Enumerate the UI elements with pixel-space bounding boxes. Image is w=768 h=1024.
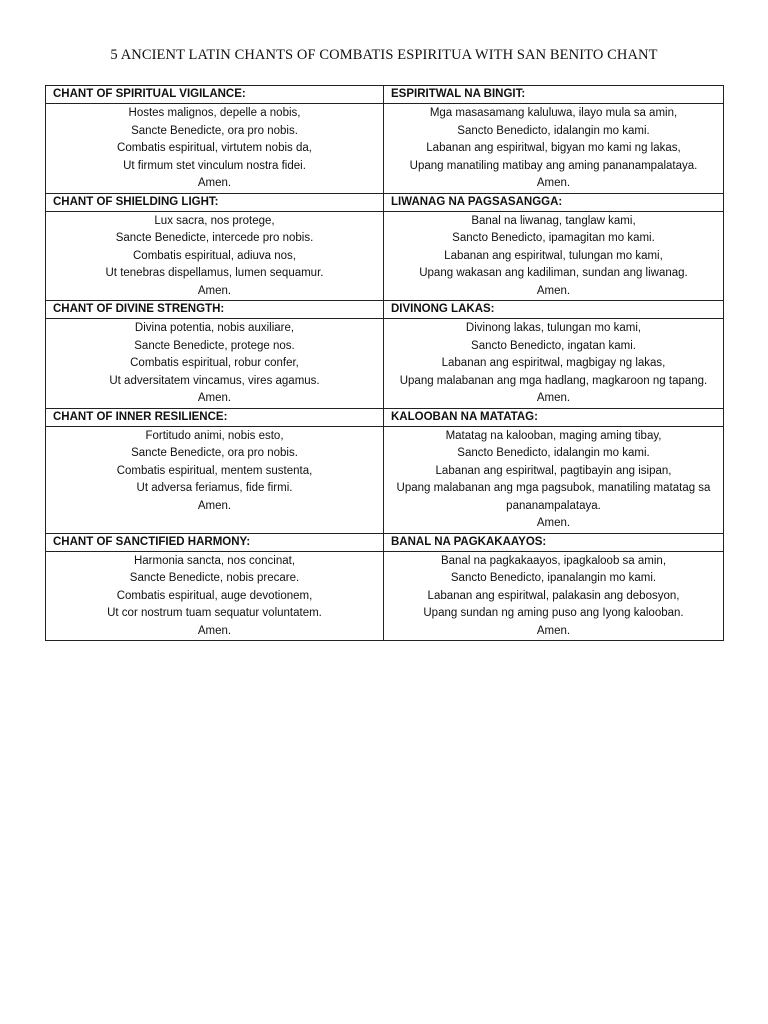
chant-line: Combatis espiritual, adiuva nos, <box>133 249 296 262</box>
chant-line: Lux sacra, nos protege, <box>154 214 275 227</box>
chant-line: Sancte Benedicte, nobis precare. <box>129 572 300 584</box>
chant-line: Sancto Benedicto, ipanalangin mo kami. <box>450 572 657 584</box>
chant-heading-row <box>46 86 724 104</box>
chant-line: Hostes malignos, depelle a nobis, <box>128 107 301 119</box>
chant-line: Ut adversitatem vincamus, vires agamus. <box>109 374 320 387</box>
chant-line: Banal na pagkakaayos, ipagkaloob sa amin, <box>440 554 667 567</box>
tagalog-chant-heading: LIWANAG NA PAGSASANGGA: <box>384 193 724 211</box>
chant-line: Amen. <box>536 177 571 189</box>
chant-line: Labanan ang espiritwal, palakasin ang debosyon, <box>427 589 680 602</box>
latin-chant-text <box>46 211 384 301</box>
chant-body-row <box>46 104 724 194</box>
chant-line: Sancte Benedicte, ora pro nobis. <box>131 447 298 459</box>
chant-line: Fortitudo animi, nobis esto, <box>145 429 284 442</box>
chant-line: Amen. <box>536 284 571 297</box>
latin-chant-text <box>46 426 384 533</box>
chant-line: Sancte Benedicte, ora pro nobis. <box>131 124 298 137</box>
chant-line: Amen. <box>197 177 232 189</box>
chant-line: Amen. <box>536 517 571 529</box>
chant-line: Amen. <box>197 392 232 404</box>
tagalog-chant-heading: ESPIRITWAL NA BINGIT: <box>384 86 724 104</box>
chant-line: Upang wakasan ang kadiliman, sundan ang liwanag. <box>419 267 688 279</box>
chant-line: Sancto Benedicto, idalangin mo kami. <box>457 447 650 459</box>
chant-line: Sancto Benedicto, ipamagitan mo kami. <box>452 232 655 244</box>
chant-line: Combatis espiritual, robur confer, <box>130 357 299 369</box>
chant-body-row <box>46 211 724 301</box>
chant-line: Ut tenebras dispellamus, lumen sequamur. <box>105 267 324 279</box>
chant-line: Harmonia sancta, nos concinat, <box>133 554 296 567</box>
document-title: 5 ANCIENT LATIN CHANTS OF COMBATIS ESPIRITUA WITH SAN BENITO CHANT <box>110 47 658 63</box>
chant-line: Matatag na kalooban, maging aming tibay, <box>445 429 662 442</box>
chant-line: Amen. <box>197 284 232 297</box>
chant-line: Amen. <box>536 624 571 637</box>
chant-line: Amen. <box>197 499 232 512</box>
chant-body-row <box>46 551 724 641</box>
latin-chant-heading: CHANT OF SPIRITUAL VIGILANCE: <box>46 86 384 104</box>
chant-line: Combatis espiritual, virtutem nobis da, <box>117 142 312 154</box>
tagalog-chant-text <box>384 319 724 409</box>
tagalog-chant-heading: KALOOBAN NA MATATAG: <box>384 408 724 426</box>
tagalog-chant-text <box>384 426 724 533</box>
tagalog-chant-text <box>384 551 724 641</box>
chant-line: Ut firmum stet vinculum nostra fidei. <box>123 159 306 172</box>
chant-line: Combatis espiritual, auge devotionem, <box>116 589 313 602</box>
latin-chant-heading: CHANT OF INNER RESILIENCE: <box>46 408 384 426</box>
tagalog-chant-heading: DIVINONG LAKAS: <box>384 301 724 319</box>
chant-line: Amen. <box>536 392 571 404</box>
chant-body-row <box>46 426 724 533</box>
latin-chant-text <box>46 551 384 641</box>
chant-line: Labanan ang espiritwal, tulungan mo kami, <box>444 249 663 262</box>
chant-line: Combatis espiritual, mentem sustenta, <box>116 464 313 477</box>
chant-line: Sancte Benedicte, intercede pro nobis. <box>115 232 314 244</box>
chant-line: Upang manatiling matibay ang aming pananampalataya. <box>409 159 698 172</box>
chant-line: Ut adversa feriamus, fide firmi. <box>136 482 293 494</box>
chant-heading-row <box>46 301 724 319</box>
chant-heading-row <box>46 408 724 426</box>
chant-heading-row <box>46 193 724 211</box>
chant-line: Amen. <box>197 624 232 637</box>
chant-line: Ut cor nostrum tuam sequatur voluntatem. <box>107 607 322 619</box>
chant-line: Labanan ang espiritwal, magbigay ng lakas, <box>441 357 666 369</box>
latin-chant-text <box>46 319 384 409</box>
tagalog-chant-heading: BANAL NA PAGKAKAAYOS: <box>384 533 724 551</box>
chant-line: Sancte Benedicte, protege nos. <box>134 339 295 352</box>
chant-line: Divina potentia, nobis auxiliare, <box>134 322 295 334</box>
chant-line: Upang malabanan ang mga hadlang, magkaroon ng tapang. <box>399 374 708 387</box>
chant-line: Sancto Benedicto, idalangin mo kami. <box>457 124 650 137</box>
tagalog-chant-text <box>384 211 724 301</box>
tagalog-chant-text <box>384 104 724 194</box>
chant-line: Labanan ang espiritwal, bigyan mo kami ng lakas, <box>426 142 681 154</box>
chant-line: Divinong lakas, tulungan mo kami, <box>465 322 642 334</box>
latin-chant-heading: CHANT OF SANCTIFIED HARMONY: <box>46 533 384 551</box>
chant-body-row <box>46 319 724 409</box>
chant-line: Upang malabanan ang mga pagsubok, manatiling matatag sa pananampalataya. <box>396 482 711 512</box>
chant-line: Sancto Benedicto, ingatan kami. <box>471 339 636 352</box>
chant-line: Labanan ang espiritwal, pagtibayin ang isipan, <box>435 464 672 477</box>
chant-line: Mga masasamang kaluluwa, ilayo mula sa amin, <box>429 107 678 119</box>
chants-table <box>45 85 724 641</box>
latin-chant-heading: CHANT OF DIVINE STRENGTH: <box>46 301 384 319</box>
latin-chant-heading: CHANT OF SHIELDING LIGHT: <box>46 193 384 211</box>
chant-heading-row <box>46 533 724 551</box>
chant-line: Banal na liwanag, tanglaw kami, <box>471 214 636 227</box>
chant-line: Upang sundan ng aming puso ang Iyong kalooban. <box>423 607 684 619</box>
latin-chant-text <box>46 104 384 194</box>
